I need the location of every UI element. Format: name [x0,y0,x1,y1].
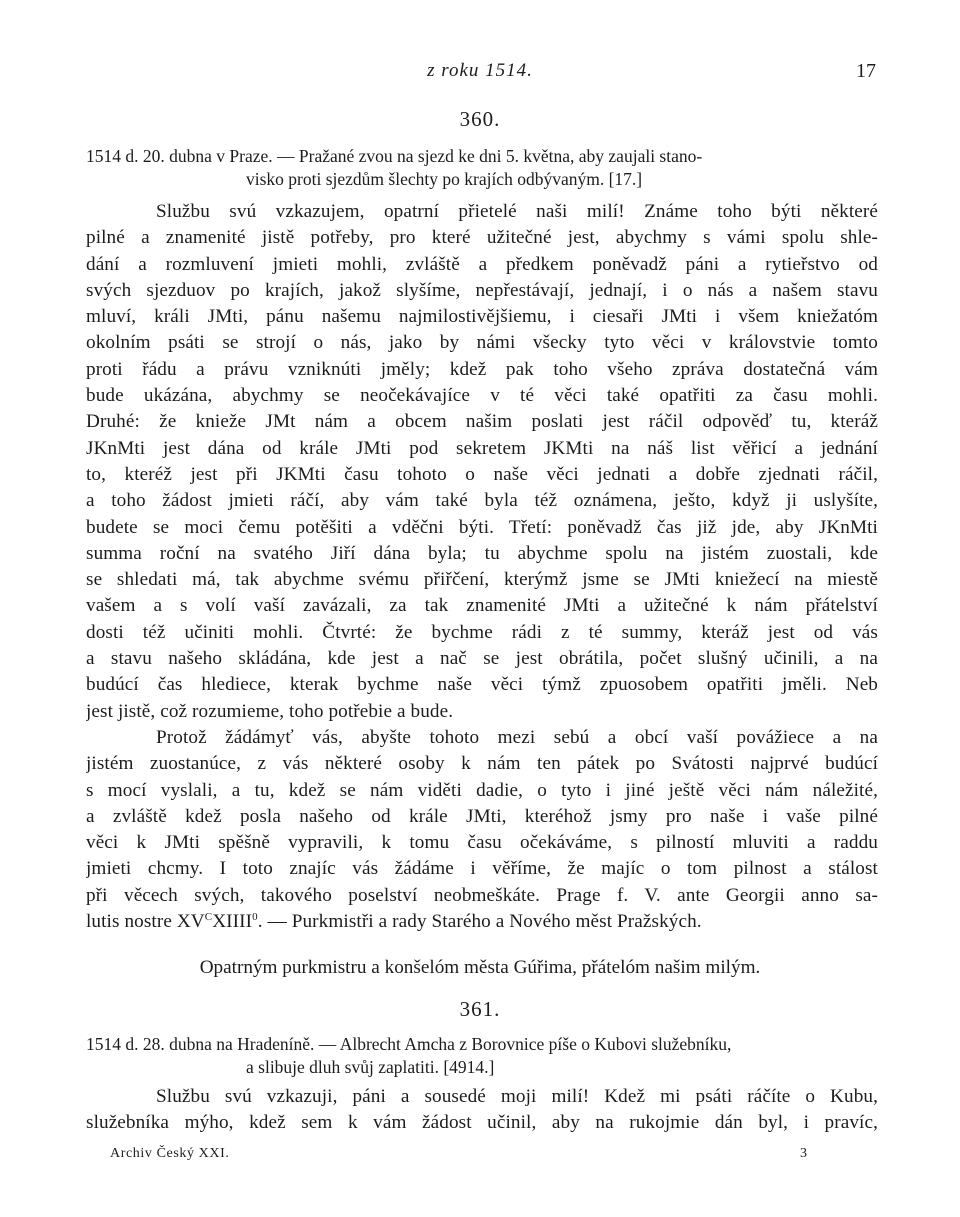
regest-line: 1514 d. 20. dubna v Praze. — Pražané zvou na sjezd ke dni 5. května, aby zaujali stano- [86,146,703,166]
date-text: lutis nostre XV [86,911,205,933]
text-line: okolním psáti se strojí o nás, jako by námi všecky tyto věci v královstvie tomto [86,332,878,354]
running-title: z roku 1514. [427,60,533,81]
text-line: vašem a s volí vaší zavázali, za tak znamenité JMti a užitečné k nám přátelství [86,595,878,617]
text-line: pilné a znamenité jistě potřeby, pro které užitečné jest, abychmy s vámi spolu shle- [86,227,878,249]
text-line: Protož žádámyť vás, abyšte tohoto mezi sebú a obcí vaší povážiece a na [156,726,878,748]
date-superscript: 0 [252,911,258,924]
text-line: a zvláště kdež posla našeho od krále JMti, kteréhož jsmy pro naše i vaše pilné [86,805,878,827]
document-number-361: 361. [459,997,501,1021]
text-line: budete se moci čemu potěšiti a vděčni býti. Třetí: poněvadž čas již jde, aby JKnMti [86,516,878,538]
date-text: XIIII [212,911,253,933]
text-line: summa roční na svatého Jiří dána byla; tu abychme spolu na jistém zuostali, kde [86,542,878,564]
text-line: budúcí čas hlediece, kterak bychme naše věci týmž zpuosobem opatřiti jměli. Neb [86,674,878,696]
text-line: proti řádu a právu vzniknúti jměly; kdež pak toho všeho zpráva dostatečná vám [86,358,878,380]
text-line: Službu svú vzkazuji, páni a sousedé moji milí! Kdež mi psáti ráčíte o Kubu, [156,1086,878,1107]
text-line: svých sjezduov po krajích, jakož slyšíme, nepřestávají, jednají, i o nás a našem stavu [86,279,878,301]
text-line: a stavu našeho skládána, kde jest a nač se jest obrátila, počet slušný učinili, a na [86,648,878,670]
text-line: bude ukázána, abychmy se neočekávajíce v té věci také opatřiti za času mohli. [86,385,878,407]
text-line: jest jistě, což rozumieme, toho potřebie a bude. [86,700,454,722]
text-line: mluví, králi JMti, pánu našemu najmilostivějšiemu, i ciesaři JMti i všem kniežatóm [86,306,878,328]
signature-text: . — Purkmistři a rady Starého a Nového měst Pražských. [257,911,702,933]
running-head [0,60,960,90]
text-line: jistém zuostanúce, z vás některé osoby k nám ten pátek po Svátosti najprvé budúcí [86,753,878,775]
signature-mark: Archiv Český XXI. [110,1146,230,1161]
text-line: JKnMti jest dána od krále JMti pod sekretem JKMti na náš list věřicí a jednání [86,437,878,459]
letter-text-360 [86,199,878,935]
regest-360 [86,145,878,191]
text-line: dání a rozmluvení jmieti mohli, zvláště a předkem poněvadž páni a rytieřstvo od [86,253,878,275]
regest-line: visko proti sjezdům šlechty po krajích odbývaným. [17.] [246,169,643,189]
text-line: Službu svú vzkazujem, opatrní přietelé naši milí! Známe toho býti některé [156,201,878,222]
sheet-number: 3 [800,1146,807,1161]
regest-361 [86,1033,878,1079]
date-superscript: C [204,911,213,924]
page-number: 17 [856,60,876,82]
text-line: a toho žádost jmieti ráčí, aby vám také byla též oznámena, ješto, když ji uslyšíte, [86,490,878,512]
text-line: s mocí vyslali, a tu, kdež se nám viděti dadie, o tyto i jiné ještě věci nám náležité, [86,779,878,801]
date-signature-line [86,909,878,935]
regest-line: 1514 d. 28. dubna na Hradeníně. — Albrecht Amcha z Borovnice píše o Kubovi služebníku, [86,1034,732,1054]
text-line: to, kteréž jest při JKMti času tohoto o naše věci jednati a dobře zjednati ráčil, [86,463,878,485]
text-line: dosti též učiniti mohli. Čtvrté: že bychme rádi z té summy, kteráž jest od vás [86,621,878,643]
text-line: Druhé: že knieže JMt nám a obcem našim poslati jest ráčil odpověď tu, kteráž [86,411,878,433]
letter-address-360: Opatrným purkmistru a konšelóm města Gúřima, přátelóm našim milým. [199,957,761,978]
text-line: služebníka mýho, kdež sem k vám žádost učinil, aby na rukojmie dán byl, i pravíc, [86,1112,878,1134]
text-line: při věcech svých, takového poselství neobmeškáte. Prage f. V. ante Georgii anno sa- [86,884,878,906]
text-line: jmieti chcmy. I toto znajíc vás žádáme i věříme, že majíc o tom pilnost a stálost [86,858,878,880]
regest-line: a slibuje dluh svůj zaplatiti. [4914.] [246,1057,495,1077]
letter-text-361 [86,1084,878,1137]
text-line: se shledati má, tak abychme svému přiřčení, kterýmž jsme se JMti kniežecí na miestě [86,569,878,591]
document-number-360: 360. [459,107,501,131]
text-line: věci k JMti spěšně vypravili, k tomu času očekáváme, s pilností mluviti a raddu [86,832,878,854]
